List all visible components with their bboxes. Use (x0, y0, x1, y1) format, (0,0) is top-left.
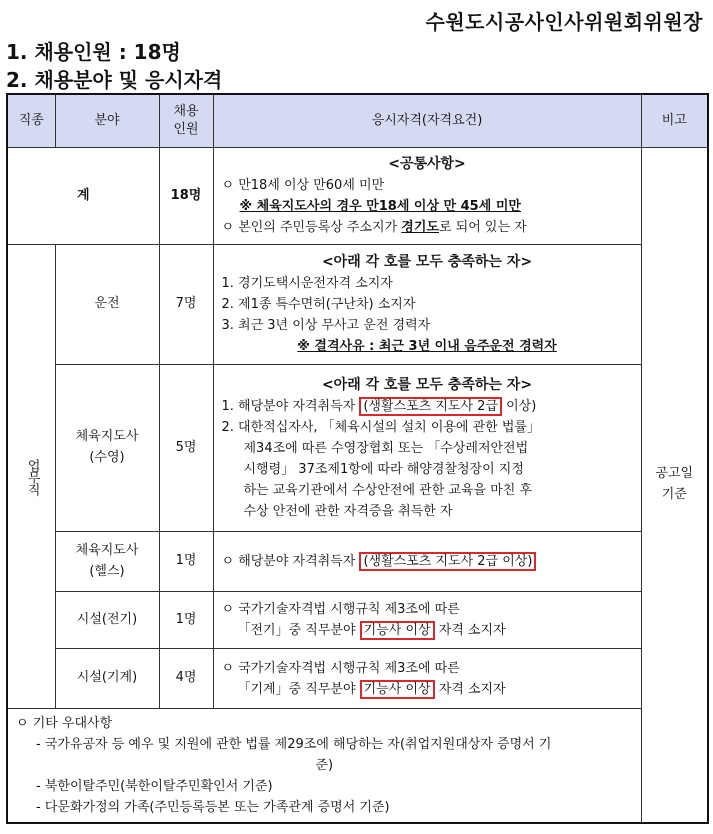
common-heading: <공통사항> (388, 156, 466, 172)
electric-line-1: ㅇ 국가기술자격법 시행규칙 제3조에 따른 (221, 602, 460, 617)
qual-swim (213, 365, 641, 532)
job-type-label: 업무직 (24, 458, 40, 495)
remark-cell: 공고일 기준 (641, 148, 708, 824)
col-job-type: 직종 (7, 94, 55, 148)
organization-title: 수원도시공사인사위원회위원장 (425, 10, 703, 34)
swim-item-1-post: 이상) (501, 398, 537, 414)
swim-item-2-line-4: 하는 교육기관에서 수상안전에 관한 교육을 마친 후 (243, 482, 533, 498)
electric-pre: 「전기」중 직무분야 (237, 623, 360, 638)
electric-post: 자격 소지자 (434, 623, 506, 638)
common-age-line: ㅇ 만18세 이상 만60세 미만 (221, 178, 385, 193)
swim-item-2-line-3: 시행령」 37조제1항에 따라 해양경찰청장이 지정 (243, 461, 524, 477)
total-count: 18명 (159, 148, 213, 245)
address-province: 경기도 (401, 220, 439, 235)
table-row-facility-electric (7, 592, 708, 649)
swim-item-2-line-5: 수상 안전에 관한 자격증을 취득한 자 (243, 503, 453, 519)
swim-heading: <아래 각 호를 모두 충족하는 자> (321, 376, 533, 393)
swim-license-highlight: (생활스포츠 지도사 2급 (359, 397, 502, 416)
swim-item-2-line-2: 제34조에 따른 수영장협회 또는 「수상레저안전법 (243, 440, 529, 456)
common-qualification (213, 148, 641, 245)
job-type-cell (7, 245, 55, 709)
table-row-gym-instructor (7, 532, 708, 592)
table-row-driver (7, 245, 708, 365)
qual-electric (213, 592, 641, 649)
table-row-swim-instructor (7, 365, 708, 532)
mechanical-line-1: ㅇ 국가기술자격법 시행규칙 제3조에 따른 (221, 660, 460, 676)
gym-pre: ㅇ 해당분야 자격취득자 (221, 554, 360, 569)
field-swim: 체육지도사 (수영) (55, 365, 159, 532)
table-row-total (7, 148, 708, 245)
field-driver: 운전 (55, 245, 159, 365)
count-swim: 5명 (159, 365, 213, 532)
qual-driver (213, 245, 641, 365)
preference-defectors: - 북한이탈주민(북한이탈주민확인서 기준) (36, 779, 273, 794)
swim-item-1 (222, 396, 633, 417)
swim-item-2-line-1: 2. 대한적십자사, 「체육시설의 설치 이용에 관한 법률」 (221, 419, 540, 435)
field-electric: 시설(전기) (55, 592, 159, 649)
mechanical-pre: 「기계」중 직무분야 (237, 681, 360, 697)
mechanical-license-highlight: 기능사 이상 (360, 680, 435, 699)
recruitment-table (6, 93, 709, 824)
driver-item-3: 3. 최근 3년 이상 무사고 운전 경력자 (221, 318, 431, 333)
col-field: 분야 (55, 94, 159, 148)
preference-veterans-cont: 준) (315, 758, 334, 773)
table-header-row (7, 94, 708, 148)
total-label: 계 (7, 148, 159, 245)
count-electric: 1명 (159, 592, 213, 649)
preference-veterans: - 국가유공자 등 예우 및 지원에 관한 법률 제29조에 해당하는 자(취업지원대상자 증명서 기 (36, 737, 552, 752)
address-pre: ㅇ 본인의 주민등록상 주소지가 (221, 220, 402, 235)
driver-item-2: 2. 제1종 특수면허(구난차) 소지자 (221, 297, 416, 312)
col-count: 채용 인원 (159, 94, 213, 148)
preferences-cell (7, 709, 641, 824)
count-driver: 7명 (159, 245, 213, 365)
swim-item-1-pre: 1. 해당분야 자격취득자 (221, 398, 360, 414)
preferences-title: ㅇ 기타 우대사항 (16, 716, 113, 731)
table-row-facility-mechanical (7, 649, 708, 709)
gym-license-highlight: (생활스포츠 지도사 2급 이상) (359, 552, 536, 571)
common-sports-age-note: ※ 체육지도사의 경우 만18세 이상 만 45세 미만 (239, 199, 521, 214)
col-remark: 비고 (641, 94, 708, 148)
gym-line (222, 551, 633, 572)
driver-item-1: 1. 경기도택시운전자격 소지자 (221, 276, 393, 291)
common-address-line (222, 217, 633, 238)
driver-heading: <아래 각 호를 모두 충족하는 자> (321, 254, 533, 270)
electric-license-highlight: 기능사 이상 (360, 621, 435, 640)
field-gym: 체육지도사 (헬스) (55, 532, 159, 592)
address-post: 로 되어 있는 자 (438, 220, 527, 235)
driver-disqualification-note: ※ 결격사유 : 최근 3년 이내 음주운전 경력자 (297, 339, 557, 354)
field-mechanical: 시설(기계) (55, 649, 159, 709)
electric-line-2 (222, 620, 633, 641)
preference-multicultural: - 다문화가정의 가족(주민등록등본 또는 가족관계 증명서 기준) (36, 800, 390, 815)
count-mechanical: 4명 (159, 649, 213, 709)
count-gym: 1명 (159, 532, 213, 592)
section-recruit-count: 1. 채용인원 : 18명 (6, 40, 181, 64)
table-row-preferences (7, 709, 708, 824)
mechanical-line-2 (222, 679, 633, 700)
qual-gym (213, 532, 641, 592)
section-recruit-fields: 2. 채용분야 및 응시자격 (6, 68, 223, 92)
mechanical-post: 자격 소지자 (434, 681, 506, 697)
col-qualification: 응시자격(자격요건) (213, 94, 641, 148)
qual-mechanical (213, 649, 641, 709)
